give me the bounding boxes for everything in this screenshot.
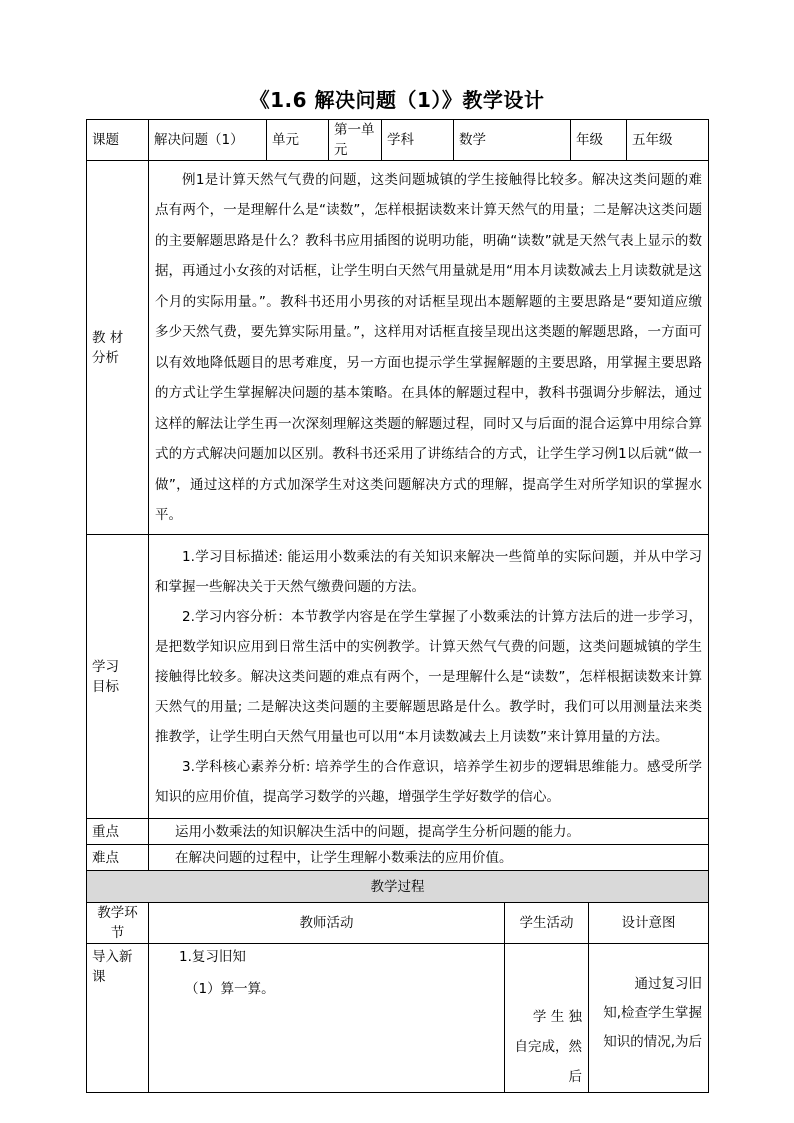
- analysis-label: [87, 161, 149, 535]
- document-title: 《1.6 解决问题（1）》教学设计: [249, 88, 545, 112]
- process-columns-row: [87, 903, 709, 944]
- unit-label: 单元: [267, 120, 329, 161]
- student-line-2: 自完成，然后: [514, 1039, 582, 1085]
- key-point-label: 重点: [87, 819, 149, 845]
- stage-cell: 导入新课: [87, 944, 149, 1093]
- intent-line-2: 知,检查学生掌握: [603, 1005, 702, 1021]
- difficulty-text: 在解决问题的过程中，让学生理解小数乘法的应用价值。: [149, 845, 709, 871]
- analysis-row: [87, 161, 709, 535]
- header-row: [87, 120, 709, 161]
- objectives-label-line1: 学习: [92, 658, 119, 675]
- process-header: 教学过程: [87, 871, 709, 903]
- key-point-text: 运用小数乘法的知识解决生活中的问题，提高学生分析问题的能力。: [149, 819, 709, 845]
- objective-paragraph-1: 1.学习目标描述: 能运用小数乘法的有关知识来解决一些简单的实际问题，并从中学习和掌握一些解决关于天然气缴费问题的方法。: [155, 548, 702, 595]
- analysis-label-line1: 教 材: [92, 329, 124, 346]
- intent-line-3: 知识的情况,为后: [603, 1034, 702, 1050]
- objectives-label: [87, 535, 149, 819]
- unit-value: 第一单元: [329, 120, 382, 161]
- intent-line-1: 通过复习旧: [634, 976, 702, 992]
- objectives-label-line2: 目标: [92, 678, 119, 695]
- subject-label: 学科: [382, 120, 454, 161]
- difficulty-label: 难点: [87, 845, 149, 871]
- grade-value: 五年级: [627, 120, 709, 161]
- col-stage-header: 教学环节: [87, 903, 149, 944]
- col-student-header: 学生活动: [505, 903, 589, 944]
- process-header-row: [87, 871, 709, 903]
- teacher-line-1: 1.复习旧知: [179, 949, 246, 965]
- difficulty-row: [87, 845, 709, 871]
- topic-label: 课题: [87, 120, 149, 161]
- teacher-line-2: （1）算一算。: [185, 981, 275, 997]
- grade-label: 年级: [571, 120, 627, 161]
- col-teacher-header: 教师活动: [149, 903, 505, 944]
- lesson-plan-table: [86, 119, 709, 1093]
- objective-paragraph-3: 3.学科核心素养分析: 培养学生的合作意识，培养学生初步的逻辑思维能力。感受所学知识的应用价值，提高学习数学的兴趣，增强学生学好数学的信心。: [155, 758, 702, 805]
- objectives-row: [87, 535, 709, 819]
- design-intent-cell: [589, 944, 709, 1093]
- teacher-activity-cell: [149, 944, 505, 1093]
- student-activity-cell: [505, 944, 589, 1093]
- topic-value: 解决问题（1）: [149, 120, 267, 161]
- analysis-text: 例1是计算天然气气费的问题，这类问题城镇的学生接触得比较多。解决这类问题的难点有两个，一是理解什么是“读数”，怎样根据读数来计算天然气的用量；二是解决这类问题的主要解题思路是什么？教科书应用插图的说明功能，明确“读数”就是天然气表上显示的数据，再通过小女孩的对话框，让学生明白天然气用量就是用“用本月读数减去上月读数就是这个月的实际用量。”。教科书还用小男孩的对话框呈现出本题解题的主要思路是“要知道应缴多少天然气费，要先算实际用量。”，这样用对话框直接呈现出这类题的解题思路，一方面可以有效地降低题目的思考难度，另一方面也提示学生掌握解题的主要思路，用掌握主要思路的方式让学生掌握解决问题的基本策略。在具体的解题过程中，教科书强调分步解法，通过这样的解法让学生再一次深刻理解这类题的解题过程，同时又与后面的混合运算中用综合算式的方式解决问题加以区别。教科书还采用了讲练结合的方式，让学生学习例1以后就“做一做”，通过这样的方式加深学生对这类问题解决方式的理解，提高学生对所学知识的掌握水平。: [155, 171, 702, 523]
- analysis-content: [149, 161, 709, 535]
- process-row-intro: [87, 944, 709, 1093]
- student-line-1: 学 生 独: [532, 1009, 582, 1025]
- objective-paragraph-2: 2.学习内容分析：本节教学内容是在学生掌握了小数乘法的计算方法后的进一步学习，是把数学知识应用到日常生活中的实例教学。计算天然气气费的问题，这类问题城镇的学生接触得比较多。解决这类问题的难点有两个，一是理解什么是“读数”，怎样根据读数来计算天然气的用量; 二是解决这类问题的主要解题思路是什么。教学时，我们可以用测量法来类推教学，让学生明白天然气用量也可以用“本月读数减去上月读数”来计算用量的方法。: [155, 608, 702, 745]
- analysis-label-line2: 分析: [92, 349, 119, 366]
- col-intent-header: 设计意图: [589, 903, 709, 944]
- key-point-row: [87, 819, 709, 845]
- objectives-content: [149, 535, 709, 819]
- subject-value: 数学: [454, 120, 571, 161]
